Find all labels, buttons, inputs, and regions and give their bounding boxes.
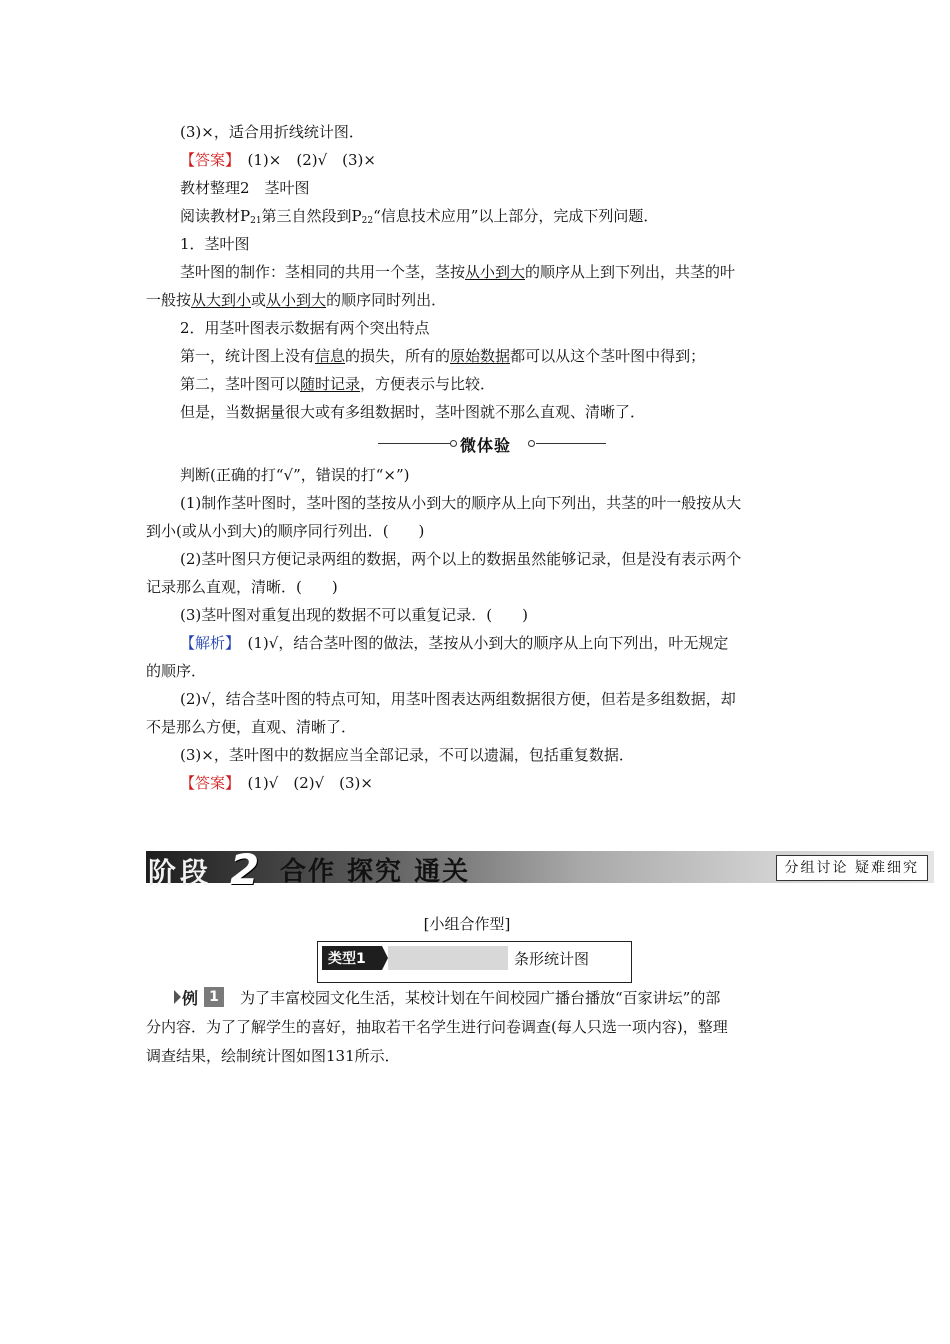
type-label: 类型1 bbox=[328, 951, 366, 967]
answer-text: (1)× (2)√ (3)× bbox=[247, 151, 376, 169]
exercise-intro: 判断(正确的打“√”，错误的打“×”) bbox=[180, 466, 410, 484]
divider-title: 微体验 bbox=[460, 436, 512, 455]
stage-number: 2 bbox=[230, 845, 260, 894]
example-marker bbox=[174, 986, 228, 1008]
text-line: (3)×，适合用折线统计图． bbox=[180, 123, 364, 141]
item-heading: 2．用茎叶图表示数据有两个突出特点 bbox=[180, 319, 430, 337]
text: 茎叶图的制作：茎相同的共用一个茎，茎按 bbox=[180, 263, 466, 281]
question-line: (2)茎叶图只方便记录两组的数据，两个以上的数据虽然能够记录，但是没有表示两个 bbox=[180, 550, 742, 568]
stage-title: 合作 探究 通关 bbox=[280, 857, 471, 887]
text: 阅读教材P bbox=[180, 207, 251, 225]
analysis-line: (2)√，结合茎叶图的特点可知，用茎叶图表达两组数据很方便，但若是多组数据，却 bbox=[180, 690, 736, 708]
underlined-answer: 从大到小 bbox=[191, 291, 252, 309]
item-heading: 1．茎叶图 bbox=[180, 235, 250, 253]
text: 第三自然段到P bbox=[261, 207, 362, 225]
underlined-answer: 从小到大 bbox=[266, 291, 327, 309]
divider-rule bbox=[378, 443, 450, 444]
paragraph-line bbox=[180, 374, 495, 394]
stage-tag: 分组讨论 疑难细究 bbox=[776, 855, 928, 881]
question-line: 记录那么直观，清晰．( ) bbox=[146, 578, 338, 596]
stage-label: 阶段 bbox=[148, 856, 213, 889]
underlined-answer: 从小到大 bbox=[465, 263, 526, 281]
text: ，方便表示与比较． bbox=[360, 375, 496, 393]
text: 的顺序同时列出． bbox=[326, 291, 447, 309]
answer-label: 【答案】 bbox=[180, 151, 233, 169]
text: 的损失，所有的 bbox=[345, 347, 451, 365]
group-type-line: [小组合作型] bbox=[423, 915, 511, 933]
underlined-answer: 信息 bbox=[315, 347, 346, 365]
question-line: (1)制作茎叶图时，茎叶图的茎按从小到大的顺序从上向下列出，共茎的叶一般按从大 bbox=[180, 494, 742, 512]
answer-line bbox=[180, 150, 376, 170]
answer-line bbox=[180, 773, 373, 793]
divider-dot bbox=[450, 440, 457, 447]
divider-rule bbox=[536, 443, 606, 444]
example-label: 例 bbox=[182, 989, 199, 1008]
divider-dot bbox=[528, 440, 535, 447]
text: 或 bbox=[251, 291, 267, 309]
type-box bbox=[317, 941, 632, 983]
text: (1)√，结合茎叶图的做法，茎按从小到大的顺序从上向下列出，叶无规定 bbox=[247, 634, 729, 652]
example-line: 调查结果，绘制统计图如图131所示． bbox=[146, 1047, 400, 1065]
paragraph-line: 但是，当数据量很大或有多组数据时，茎叶图就不那么直观、清晰了． bbox=[180, 403, 646, 421]
section-heading: 教材整理2 茎叶图 bbox=[180, 179, 310, 197]
example-number: 1 bbox=[204, 987, 224, 1007]
triangle-icon bbox=[174, 990, 181, 1004]
analysis-label: 【解析】 bbox=[180, 634, 233, 652]
text: “信息技术应用”以上部分，完成下列问题． bbox=[373, 207, 659, 225]
question-line: (3)茎叶图对重复出现的数据不可以重复记录．( ) bbox=[180, 606, 528, 624]
question-line: 到小(或从小到大)的顺序同行列出．( ) bbox=[146, 522, 425, 540]
analysis-line: (3)×，茎叶图中的数据应当全部记录，不可以遗漏，包括重复数据． bbox=[180, 746, 634, 764]
underlined-answer: 原始数据 bbox=[450, 347, 511, 365]
example-line: 为了丰富校园文化生活，某校计划在午间校园广播台播放“百家讲坛”的部 bbox=[240, 989, 721, 1007]
answer-text: (1)√ (2)√ (3)× bbox=[247, 774, 373, 792]
stage-banner bbox=[146, 845, 934, 894]
text: 的顺序从上到下列出，共茎的叶 bbox=[525, 263, 736, 281]
text: 第一，统计图上没有 bbox=[180, 347, 316, 365]
text: 都可以从这个茎叶图中得到； bbox=[510, 347, 706, 365]
text: 第二，茎叶图可以 bbox=[180, 375, 301, 393]
type-gray-band bbox=[388, 946, 508, 970]
analysis-line bbox=[180, 633, 728, 653]
paragraph-line bbox=[180, 346, 705, 366]
example-line: 分内容．为了了解学生的喜好，抽取若干名学生进行问卷调查(每人只选一项内容)，整理 bbox=[146, 1018, 728, 1036]
type-name: 条形统计图 bbox=[514, 950, 590, 968]
underlined-answer: 随时记录 bbox=[300, 375, 361, 393]
paragraph-line bbox=[180, 262, 735, 282]
page-subscript: 21 bbox=[250, 216, 262, 226]
analysis-line: 不是那么方便，直观、清晰了． bbox=[146, 718, 357, 736]
weitiyan-divider bbox=[378, 432, 606, 456]
paragraph-line bbox=[146, 290, 446, 310]
text: 一般按 bbox=[146, 291, 192, 309]
answer-label: 【答案】 bbox=[180, 774, 233, 792]
analysis-line: 的顺序． bbox=[146, 662, 207, 680]
page-subscript: 22 bbox=[361, 216, 374, 226]
reading-instruction bbox=[180, 206, 658, 231]
